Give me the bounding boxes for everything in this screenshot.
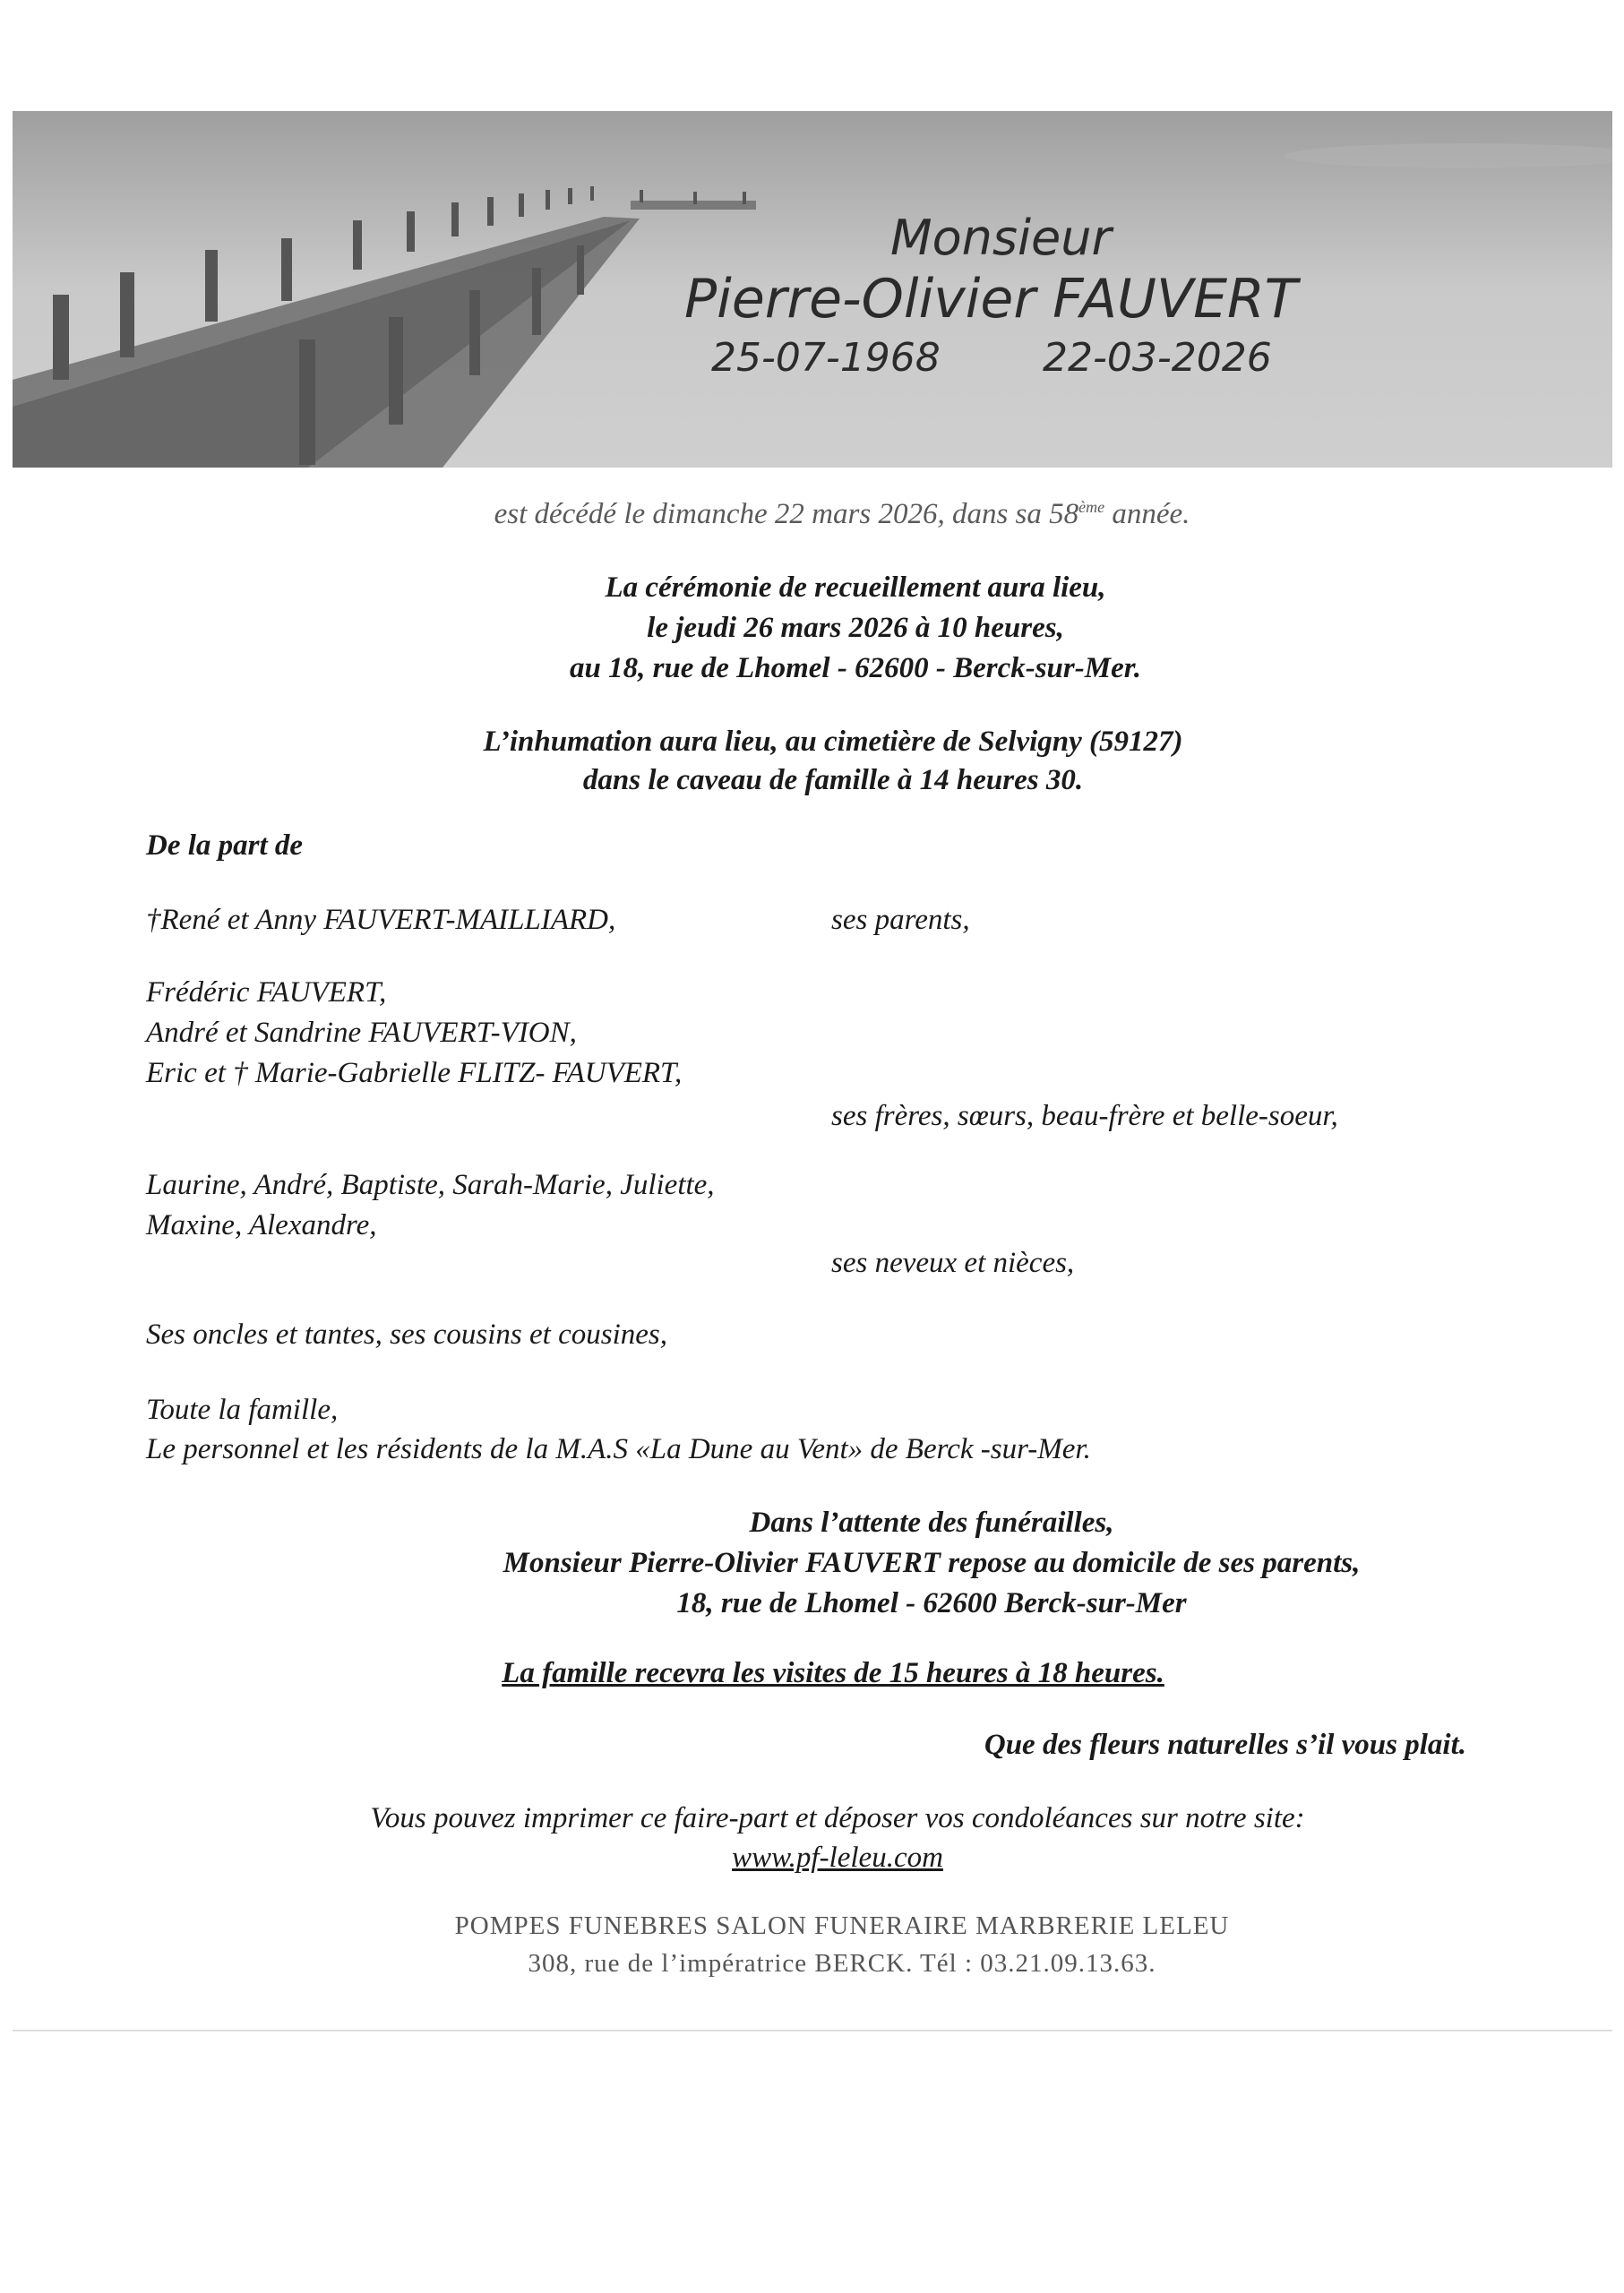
visits-line: La famille recevra les visites de 15 heures à 18 heures. — [502, 1657, 1164, 1689]
all-family-line: Toute la famille, — [146, 1394, 339, 1426]
sibling-1: Frédéric FAUVERT, — [146, 976, 387, 1009]
repose-line-3: 18, rue de Lhomel - 62600 Berck-sur-Mer — [676, 1587, 1187, 1619]
intro-line: est décédé le dimanche 22 mars 2026, dans sa 58ème année. — [494, 498, 1190, 530]
nephews-relation: ses neveux et nièces, — [831, 1247, 1075, 1279]
from-heading: De la part de — [146, 829, 304, 862]
header-banner — [13, 111, 1612, 468]
ceremony-line-1: La cérémonie de recueillement aura lieu, — [605, 571, 1106, 604]
website-link[interactable]: www.pf-leleu.com — [732, 1842, 943, 1874]
repose-line-1: Dans l’attente des funérailles, — [749, 1507, 1114, 1539]
footer-company: POMPES FUNEBRES SALON FUNERAIRE MARBRERIE LELEU — [454, 1911, 1230, 1940]
parents-names: †René et Anny FAUVERT-MAILLIARD, — [146, 904, 616, 936]
death-date: 22-03-2026 — [1043, 335, 1272, 381]
sibling-2: André et Sandrine FAUVERT-VION, — [146, 1017, 577, 1049]
parents-relation: ses parents, — [831, 904, 970, 936]
nephews-1: Laurine, André, Baptiste, Sarah-Marie, Juliette, — [146, 1169, 715, 1201]
staff-line: Le personnel et les résidents de la M.A.S «La Dune au Vent» de Berck -sur-Mer. — [146, 1433, 1091, 1465]
siblings-relation: ses frères, sœurs, beau-frère et belle-soeur, — [831, 1100, 1338, 1132]
burial-line-1: L’inhumation aura lieu, au cimetière de Selvigny (59127) — [483, 726, 1183, 758]
divider — [13, 2030, 1612, 2031]
flowers-line: Que des fleurs naturelles s’il vous plait. — [984, 1729, 1466, 1761]
repose-line-2: Monsieur Pierre-Olivier FAUVERT repose au domicile de ses parents, — [503, 1547, 1361, 1579]
footer-address: 308, rue de l’impératrice BERCK. Tél : 03.21.09.13.63. — [528, 1949, 1156, 1978]
website-prompt: Vous pouvez imprimer ce faire-part et déposer vos condoléances sur notre site: — [370, 1802, 1305, 1834]
nephews-2: Maxine, Alexandre, — [146, 1209, 377, 1241]
uncles-line: Ses oncles et tantes, ses cousins et cousines, — [146, 1318, 667, 1351]
ceremony-line-2: le jeudi 26 mars 2026 à 10 heures, — [647, 612, 1064, 644]
deceased-name: Pierre-Olivier FAUVERT — [684, 268, 1298, 331]
birth-date: 25-07-1968 — [711, 335, 941, 381]
burial-line-2: dans le caveau de famille à 14 heures 30. — [582, 764, 1084, 796]
ceremony-line-3: au 18, rue de Lhomel - 62600 - Berck-sur-Mer. — [570, 652, 1141, 684]
banner-title: Monsieur — [890, 210, 1112, 266]
sibling-3: Eric et † Marie-Gabrielle FLITZ- FAUVERT, — [146, 1057, 683, 1089]
